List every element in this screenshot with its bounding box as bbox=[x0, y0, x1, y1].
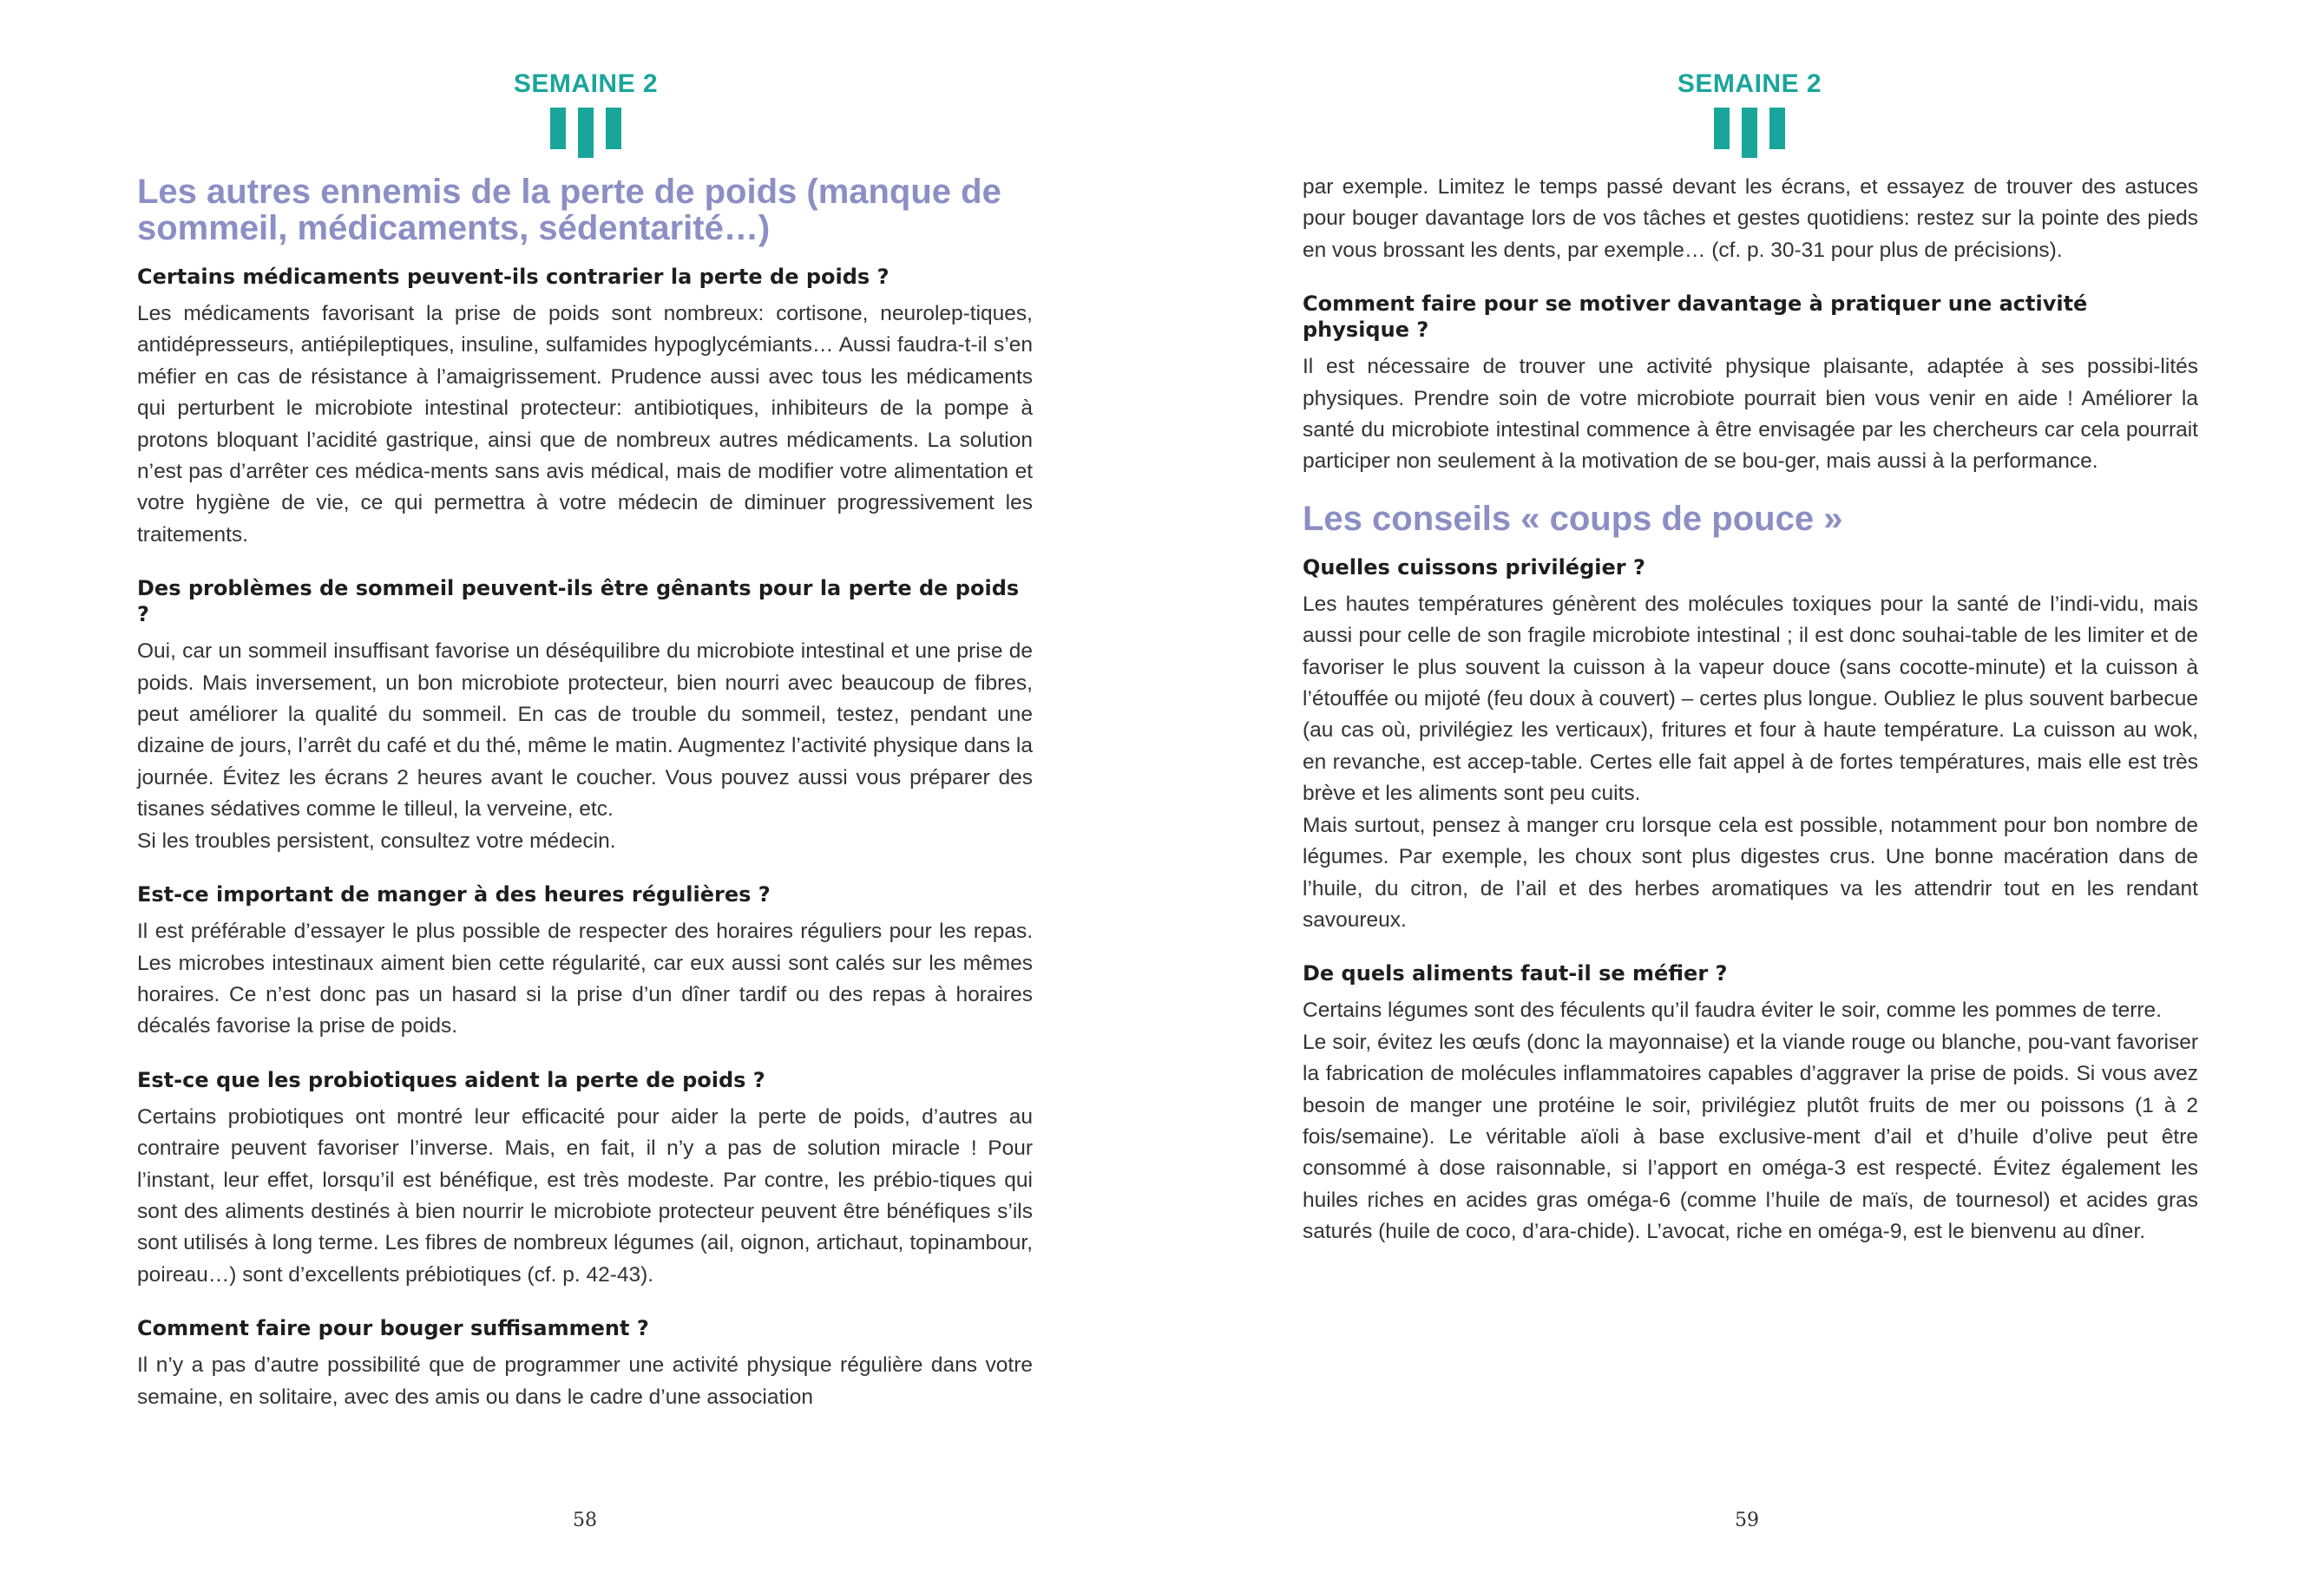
answer-paragraph: Il est nécessaire de trouver une activité physique plaisante, adaptée à ses possibi-lités physiques. Prendre soin de votre microbiote pourrait bien vous venir en aide ! Améliorer la santé du microbiote intestinal commence à être envisagée par les chercheurs car cela pourrait participer non seulement à la motivation de se bou-ger, mais aussi à la performance. bbox=[1303, 355, 2198, 474]
answer-paragraph: Les médicaments favorisant la prise de poids sont nombreux: cortisone, neurolep-tiques, antidépresseurs, antiépileptiques, insuline, sulfamides hypoglycémiants… Aussi faudra-t-il s’en méfier en cas de résistance à l’amaigrissement. Prudence aussi avec tous les médicaments qui perturbent le microbiote intestinal protecteur: antibiotiques, inhibiteurs de la pompe à protons bloquant l’acidité gastrique, ainsi que de nombreux autres médicaments. La solution n’est pas d’arrêter ces médica-ments sans avis médical, mais de modifier votre alimentation et votre hygiène de vie, ce qui permettra à votre médecin de diminuer progressivement les traitements. bbox=[137, 302, 1033, 547]
week-bars-icon bbox=[490, 108, 681, 158]
question-heading: De quels aliments faut-il se méfier ? bbox=[1303, 961, 1728, 986]
right-column bbox=[1303, 172, 2198, 1248]
answer-paragraph: Certains probiotiques ont montré leur efficacité pour aider la perte de poids, d’autres au contraire peuvent favoriser l’inverse. Mais, en fait, il n’y a pas de solution miracle ! Pour l’instant, leur effet, lorsqu’il est bénéfique, est très modeste. Par contre, les prébio-tiques qui sont des aliments destinés à bien nourrir le microbiote protecteur peuvent être bénéfiques s’ils sont utilisés à long terme. Les fibres de nombreux légumes (ail, oignon, artichaut, topinambour, poireau…) sont d’excellents prébiotiques (cf. p. 42-43). bbox=[137, 1104, 1033, 1287]
bar-mark bbox=[1714, 108, 1730, 149]
bar-mark bbox=[1742, 108, 1757, 158]
question-heading: Comment faire pour se motiver davantage à pratiquer une activité physique ? bbox=[1303, 291, 2088, 343]
week-header bbox=[490, 69, 681, 158]
bar-mark bbox=[550, 108, 566, 149]
answer-paragraph: Les hautes températures génèrent des molécules toxiques pour la santé de l’indi-vidu, mais aussi pour celle de son fragile microbiote intestinal ; il est donc souhai-table de les limiter et de favoriser le plus souvent la cuisson à la vapeur douce (sans cocotte-minute) et la cuisson à l’étouffée ou mijoté (feu doux à couvert) – certes plus longue. Oubliez le plus souvent barbecue (au cas où, privilégiez les verticaux), fritures et four à haute température. La cuisson au wok, en revanche, est accep-table. Certes elle fait appel à de fortes températures, mais elle est très brève et les aliments sont peu cuits. Mais surtout, pensez à manger cru lorsque cela est possible, notamment pour bon nombre de légumes. Par exemple, les choux sont plus digestes crus. Une bonne macération dans de l’huile, du citron, de l’ail et des herbes aromatiques va les attendrir tout en les rendant savoureux. bbox=[1303, 592, 2198, 932]
bar-mark bbox=[606, 108, 621, 149]
week-label: SEMAINE 2 bbox=[1677, 69, 1822, 98]
bar-mark bbox=[578, 108, 594, 158]
continuation-paragraph: par exemple. Limitez le temps passé devant les écrans, et essayez de trouver des astuces pour bouger davantage lors de vos tâches et gestes quotidiens: restez sur la pointe des pieds en vous brossant les dents, par exemple… (cf. p. 30-31 pour plus de précisions). bbox=[1303, 175, 2198, 262]
week-label: SEMAINE 2 bbox=[513, 69, 659, 98]
bar-mark bbox=[1769, 108, 1785, 149]
question-heading: Des problèmes de sommeil peuvent-ils être gênants pour la perte de poids ? bbox=[137, 576, 1020, 627]
question-heading: Quelles cuissons privilégier ? bbox=[1303, 554, 1645, 580]
question-heading: Est-ce important de manger à des heures régulières ? bbox=[137, 882, 771, 907]
section-title: Les conseils « coups de pouce » bbox=[1303, 499, 1843, 538]
page-number: 59 bbox=[1735, 1510, 1759, 1531]
week-bars-icon bbox=[1654, 108, 1845, 158]
question-heading: Est-ce que les probiotiques aident la perte de poids ? bbox=[137, 1067, 765, 1092]
left-column bbox=[137, 174, 1033, 1413]
answer-paragraph: Oui, car un sommeil insuffisant favorise un déséquilibre du microbiote intestinal et une prise de poids. Mais inversement, un bon microbiote protecteur, bien nourri avec beaucoup de fibres, peut améliorer la qualité du sommeil. En cas de trouble du sommeil, testez, pendant une dizaine de jours, l’arrêt du café et du thé, même le matin. Augmentez l’activité physique dans la journée. Évitez les écrans 2 heures avant le coucher. Vous pouvez aussi vous préparer des tisanes sédatives comme le tilleul, la verveine, etc. Si les troubles persistent, consultez votre médecin. bbox=[137, 639, 1033, 853]
answer-paragraph: Certains légumes sont des féculents qu’il faudra éviter le soir, comme les pommes de terre. Le soir, évitez les œufs (donc la mayonnaise) et la viande rouge ou blanche, pou-vant favoriser la fabrication de molécules inflammatoires capables d’aggraver la prise de poids. Si vous avez besoin de manger une protéine le soir, privilégiez plutôt fruits de mer ou poissons (1 à 2 fois/semaine). Le véritable aïoli à base exclusive-ment d’ail et d’huile d’olive peut être consommé à dose raisonnable, si l’apport en oméga-3 est respecté. Évitez également les huiles riches en acides gras oméga-6 (comme l’huile de maïs, de tournesol) et acides gras saturés (huile de coco, d’ara-chide). L’avocat, riche en oméga-9, est le bienvenu au dîner. bbox=[1303, 999, 2198, 1244]
answer-paragraph: Il n’y a pas d’autre possibilité que de programmer une activité physique régulière dans votre semaine, en solitaire, avec des amis ou dans le cadre d’une association bbox=[137, 1353, 1033, 1409]
question-heading: Comment faire pour bouger suffisamment ? bbox=[137, 1316, 649, 1341]
question-heading: Certains médicaments peuvent-ils contrarier la perte de poids ? bbox=[137, 265, 890, 289]
page-number: 58 bbox=[573, 1510, 597, 1531]
section-title: Les autres ennemis de la perte de poids (manque de sommeil, médicaments, sédentarité…) bbox=[137, 173, 1001, 247]
right-page bbox=[1162, 0, 2324, 1572]
answer-paragraph: Il est préférable d’essayer le plus possible de respecter des horaires réguliers pour les repas. Les microbes intestinaux aiment bien cette régularité, car eux aussi sont calés sur les mêmes horaires. Ce n’est donc pas un hasard si la prise d’un dîner tardif ou des repas à horaires décalés favorise la prise de poids. bbox=[137, 920, 1033, 1038]
week-header bbox=[1654, 69, 1845, 158]
